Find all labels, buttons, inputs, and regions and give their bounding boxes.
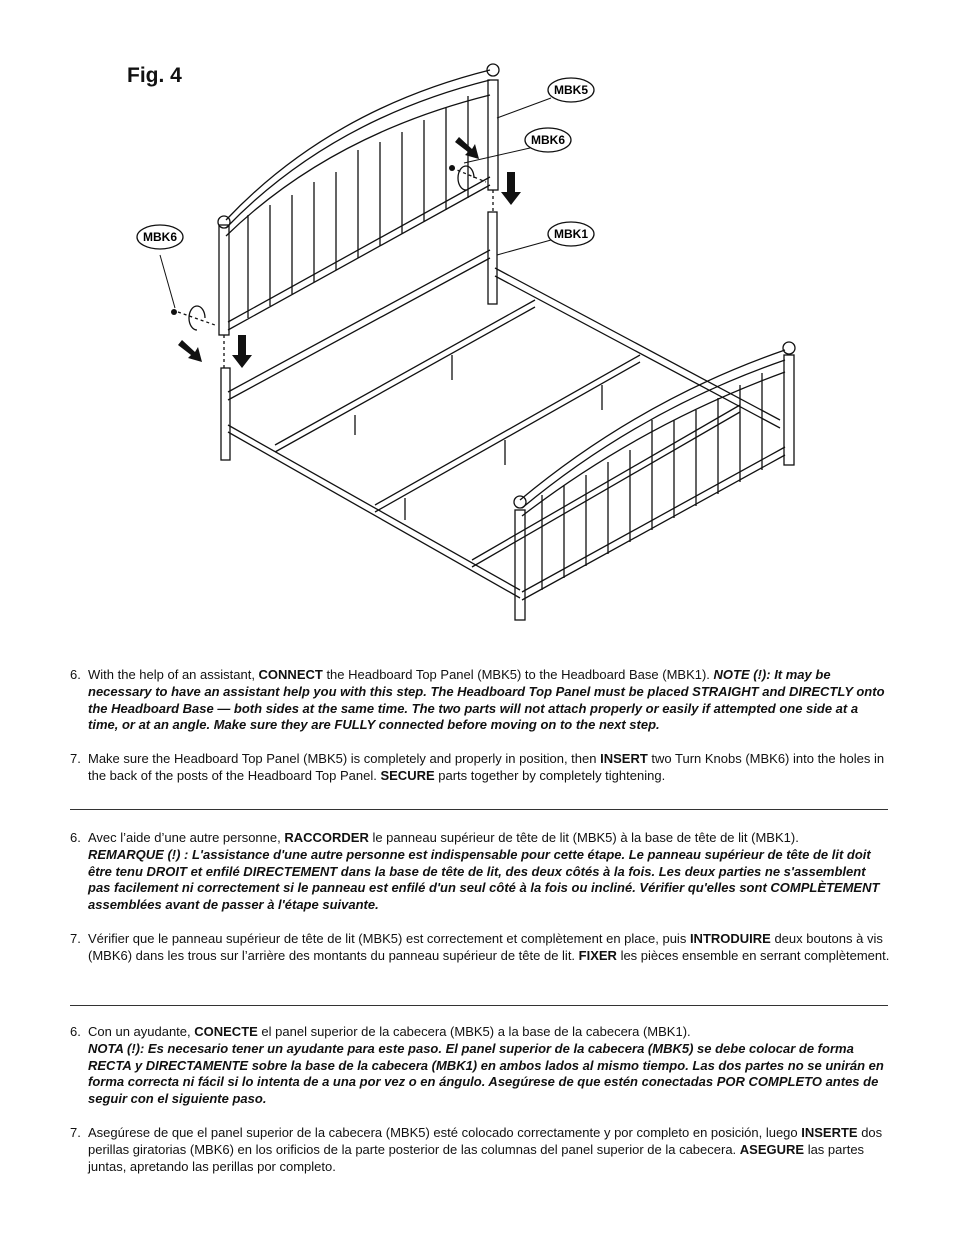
step-keyword: FIXER [578, 947, 617, 963]
english-step-7 [70, 751, 890, 785]
step-text: las partes juntas, apretando las perillas por completo. [88, 1141, 865, 1174]
footboard [514, 342, 795, 620]
step-keyword: INTRODUIRE [689, 930, 771, 946]
callout-mbk6-left: MBK6 [142, 230, 178, 244]
step-number: 7. [70, 751, 81, 767]
step-number: 6. [70, 1024, 81, 1039]
spanish-step-6 [70, 1024, 890, 1108]
step-text: Make sure the Headboard Top Panel (MBK5) is completely and properly in position, then [88, 751, 601, 767]
push-arrow-left-icon [178, 340, 202, 362]
callout-mbk1: MBK1 [553, 227, 589, 241]
spanish-instructions [70, 1024, 890, 1175]
callout-mbk6-right: MBK6 [530, 133, 566, 147]
section-divider [70, 1005, 888, 1006]
step-keyword: ASEGURE [739, 1141, 805, 1157]
step-text: le panneau supérieur de tête de lit (MBK5) à la base de tête de lit (MBK1). [368, 830, 799, 845]
headboard-top-panel [218, 64, 499, 335]
step-text: el panel superior de la cabecera (MBK5) a la base de la cabecera (MBK1). [257, 1024, 691, 1039]
step-text: two Turn Knobs (MBK6) into the holes in the back of the posts of the Headboard Top Panel. [88, 751, 885, 783]
spanish-step-7 [70, 1125, 890, 1175]
footboard-spindles [542, 373, 762, 590]
step-text: Con un ayudante, [88, 1024, 195, 1039]
french-step-6 [70, 830, 890, 914]
step-keyword: RACCORDER [284, 830, 369, 845]
step-note: REMARQUE (!) : L'assistance d'une autre personne est indispensable pour cette étape. Le panneau supérieur de tête de lit doit être tenu DROIT et enfilé DIRECTEMENT dans la base de tête de lit, des deux côtés à la fois. Les deux parties ne s'assemblent pas facilement ni correctement si le panneau est enfilé d'un seul côté à la fois ou incliné. Vérifier qu'elles sont COMPLÈTEMENT assemblées avant de passer à l'étape suivante. [88, 846, 880, 913]
step-text: Vérifier que le panneau supérieur de tête de lit (MBK5) est correctement et complètement en place, puis [88, 930, 690, 946]
step-text: les pièces ensemble en serrant complètement. [616, 947, 890, 963]
step-text: dos perillas giratorias (MBK6) en los orificios de la parte posterior de las columnas del panel superior de la cabecera. [88, 1124, 883, 1157]
step-number: 7. [70, 930, 81, 946]
callout-mbk5: MBK5 [553, 83, 589, 97]
figure-title: Fig. 4 [127, 64, 182, 87]
bed-frame [228, 250, 780, 598]
english-instructions [70, 667, 890, 785]
step-keyword: CONNECT [258, 667, 323, 682]
knob-right-icon [449, 165, 455, 171]
french-step-7 [70, 931, 890, 965]
step-keyword: INSERTE [801, 1124, 858, 1140]
section-divider [70, 809, 888, 810]
french-instructions [70, 830, 890, 965]
step-number: 6. [70, 830, 81, 845]
step-keyword: CONECTE [194, 1024, 258, 1039]
step-text: Asegúrese de que el panel superior de la cabecera (MBK5) esté colocado correctamente y por completo en posición, luego [88, 1124, 802, 1140]
knob-left-icon [171, 309, 177, 315]
rotate-arrow-right-icon [458, 166, 474, 190]
step-text: deux boutons à vis (MBK6) dans les trous sur l’arrière des montants du panneau supérieur de tête de lit. [88, 930, 883, 963]
step-keyword: SECURE [380, 767, 435, 783]
push-arrow-right-icon [455, 137, 479, 159]
step-keyword: INSERT [600, 751, 648, 767]
step-note: NOTA (!): Es necesario tener un ayudante para este paso. El panel superior de la cabecera (MBK5) se debe colocar de forma RECTA y DIRECTAMENTE sobre la base de la cabecera (MBK1) en ambos lados al mismo tiempo. Las dos partes no se unirán en forma correcta ni fácil si lo intenta de a una por vez o en ángulo. Asegúrese de que estén conectadas POR COMPLETO antes de seguir con el siguiente paso. [88, 1040, 884, 1107]
step-text: Avec l’aide d’une autre personne, [88, 830, 285, 845]
step-text: With the help of an assistant, [88, 667, 259, 682]
step-text: the Headboard Top Panel (MBK5) to the Headboard Base (MBK1). [322, 667, 714, 682]
step-number: 6. [70, 667, 81, 682]
down-arrow-left-icon [232, 335, 252, 368]
step-text: parts together by completely tightening. [434, 767, 666, 783]
step-number: 7. [70, 1124, 81, 1140]
step-note: NOTE (!): It may be necessary to have an assistant help you with this step. The Headboard Top Panel must be placed STRAIGHT and DIRECTLY onto the Headboard Base — both sides at the same time. The two parts will not attach properly or easily if attempted one side at a time, or at an angle. Make sure they are FULLY connected before moving on to the next step. [88, 667, 885, 733]
down-arrow-right-icon [501, 172, 521, 205]
english-step-6 [70, 667, 890, 734]
